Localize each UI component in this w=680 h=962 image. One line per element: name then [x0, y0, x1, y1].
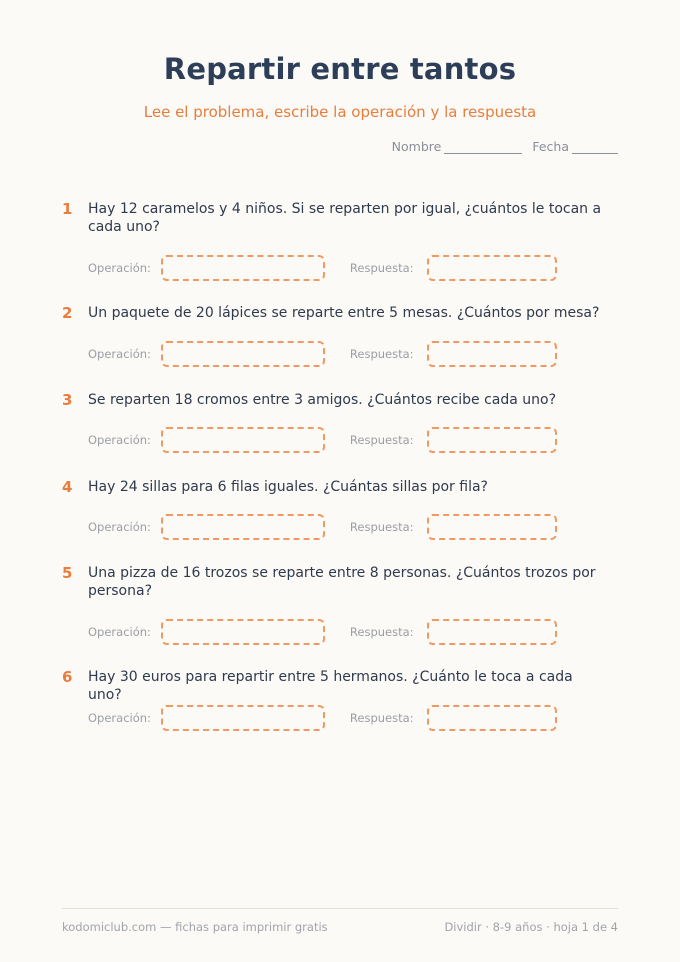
- result-answer-box[interactable]: [427, 619, 557, 645]
- operation-label: Operación:: [88, 347, 151, 361]
- page-title: Repartir entre tantos: [163, 52, 517, 86]
- footer-site-text: kodomiclub.com — fichas para imprimir gratis: [62, 920, 328, 934]
- result-answer-box[interactable]: [427, 341, 557, 367]
- answer-label: Respuesta:: [349, 625, 414, 639]
- problem-number: 3: [62, 391, 73, 409]
- problem-number: 5: [62, 564, 73, 582]
- problem-text: Una pizza de 16 trozos se reparte entre 8 personas. ¿Cuántos trozos por persona?: [88, 565, 596, 599]
- result-answer-box[interactable]: [427, 705, 557, 731]
- answer-label: Respuesta:: [349, 347, 414, 361]
- problem-4: [62, 478, 622, 534]
- operation-label: Operación:: [88, 625, 151, 639]
- problem-text: Un paquete de 20 lápices se reparte entre 5 mesas. ¿Cuántos por mesa?: [88, 305, 600, 321]
- operation-label: Operación:: [88, 261, 151, 275]
- result-answer-box[interactable]: [427, 427, 557, 453]
- problem-3: [62, 391, 622, 447]
- problem-number: 6: [62, 668, 73, 686]
- operation-answer-box[interactable]: [161, 341, 325, 367]
- name-field[interactable]: [392, 139, 523, 154]
- operation-answer-box[interactable]: [161, 427, 325, 453]
- name-date-fields: [392, 139, 618, 154]
- date-line[interactable]: [572, 141, 618, 154]
- problem-5: [62, 564, 622, 639]
- problem-text: Hay 24 sillas para 6 filas iguales. ¿Cuántas sillas por fila?: [88, 479, 488, 495]
- operation-answer-box[interactable]: [161, 619, 325, 645]
- problem-number: 2: [62, 304, 73, 322]
- problem-text: Hay 30 euros para repartir entre 5 hermanos. ¿Cuánto le toca a cada uno?: [88, 669, 573, 703]
- date-field[interactable]: [532, 139, 618, 154]
- result-answer-box[interactable]: [427, 255, 557, 281]
- name-line[interactable]: [444, 141, 522, 154]
- name-label: Nombre: [391, 139, 442, 154]
- problem-number: 1: [62, 200, 73, 218]
- footer-divider: [62, 908, 618, 909]
- operation-answer-box[interactable]: [161, 705, 325, 731]
- date-label: Fecha: [532, 139, 569, 154]
- problem-number: 4: [62, 478, 73, 496]
- answer-label: Respuesta:: [349, 520, 414, 534]
- operation-answer-box[interactable]: [161, 255, 325, 281]
- operation-answer-box[interactable]: [161, 514, 325, 540]
- problem-text: Se reparten 18 cromos entre 3 amigos. ¿Cuántos recibe cada uno?: [88, 392, 557, 408]
- result-answer-box[interactable]: [427, 514, 557, 540]
- answer-label: Respuesta:: [349, 261, 414, 275]
- operation-label: Operación:: [88, 711, 151, 725]
- answer-label: Respuesta:: [349, 433, 414, 447]
- answer-label: Respuesta:: [349, 711, 414, 725]
- operation-label: Operación:: [88, 433, 151, 447]
- footer-sheet-info: Dividir · 8-9 años · hoja 1 de 4: [444, 920, 618, 934]
- operation-label: Operación:: [88, 520, 151, 534]
- page-subtitle: Lee el problema, escribe la operación y la respuesta: [143, 103, 537, 121]
- problem-1: [62, 200, 622, 275]
- problem-2: [62, 304, 622, 361]
- footer: [62, 920, 618, 934]
- problem-6: [62, 668, 622, 725]
- problem-text: Hay 12 caramelos y 4 niños. Si se reparten por igual, ¿cuántos le tocan a cada uno?: [88, 201, 602, 235]
